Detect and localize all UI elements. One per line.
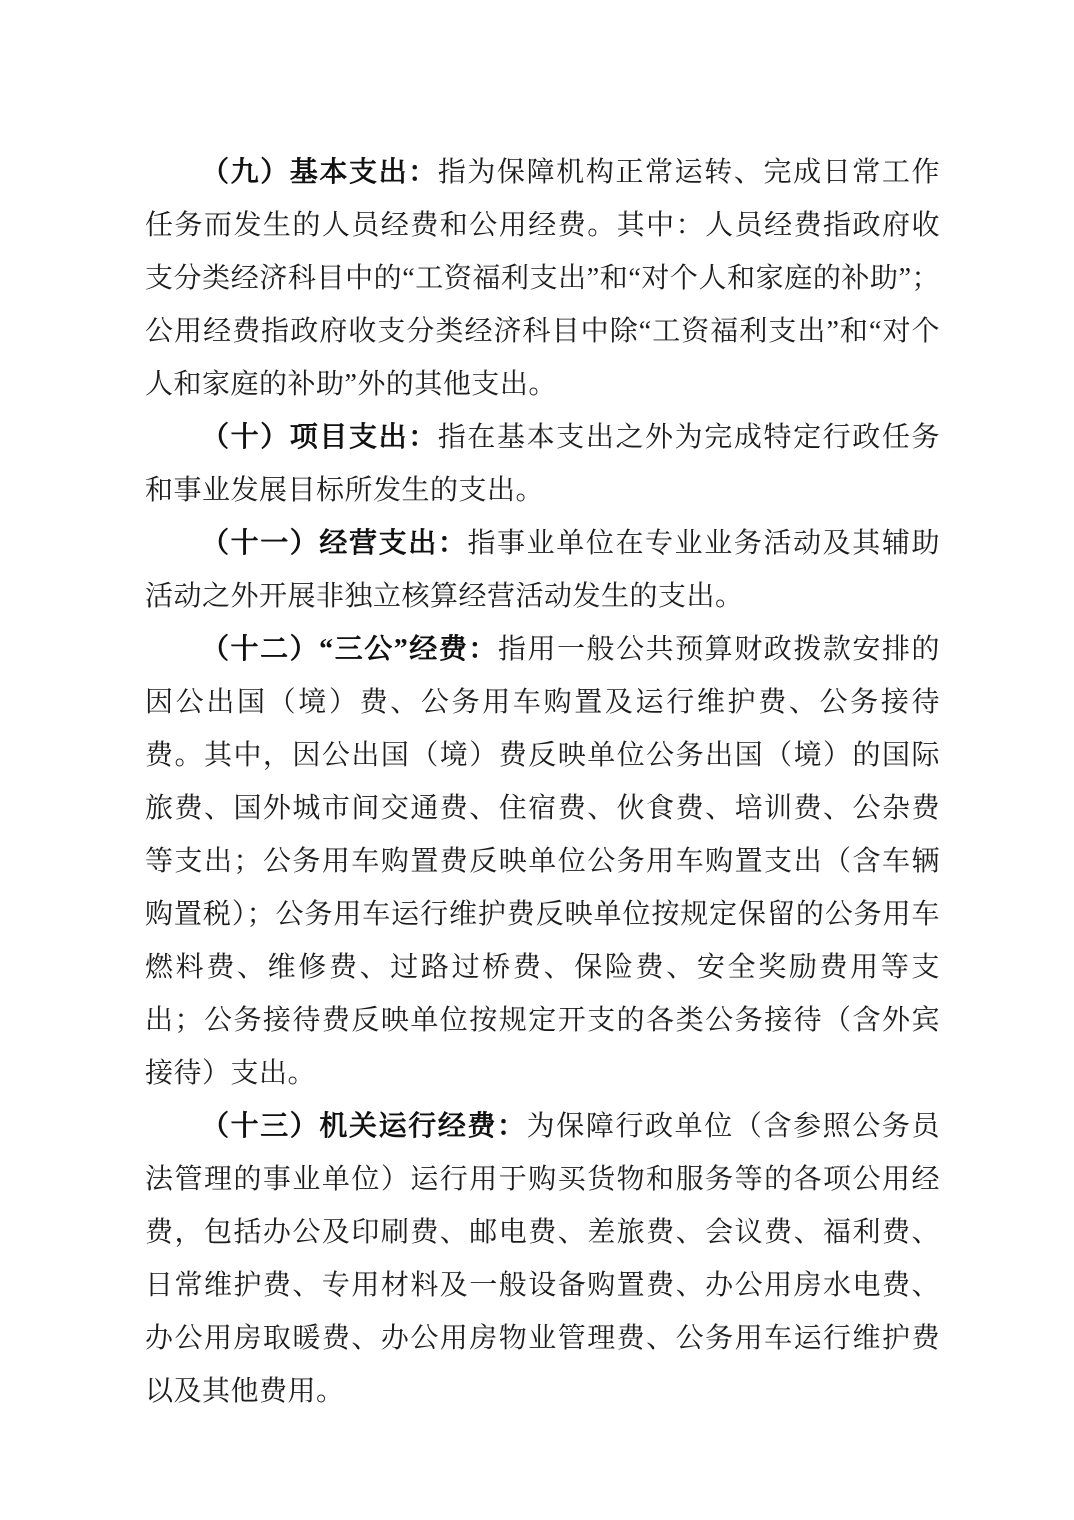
paragraph-text-agency-operating-funds: 为保障行政单位（含参照公务员法管理的事业单位）运行用于购买货物和服务等的各项公用经费，包括办公及印刷费、邮电费、差旅费、会议费、福利费、日常维护费、专用材料及一般设备购置费、办公用房水电费、办公用房取暖费、办公用房物业管理费、公务用车运行维护费以及其他费用。 <box>145 1111 940 1407</box>
paragraph-basic-expenditure <box>145 146 940 411</box>
paragraph-heading-operating-expenditure: （十一）经营支出： <box>201 528 468 559</box>
paragraph-three-public-funds <box>145 623 940 1100</box>
paragraph-text-operating-expenditure: 指事业单位在专业业务活动及其辅助活动之外开展非独立核算经营活动发生的支出。 <box>145 528 940 612</box>
paragraph-project-expenditure <box>145 411 940 517</box>
paragraph-heading-project-expenditure: （十）项目支出： <box>201 422 438 453</box>
paragraph-heading-basic-expenditure: （九）基本支出： <box>201 157 438 188</box>
paragraph-heading-agency-operating-funds: （十三）机关运行经费： <box>201 1111 527 1142</box>
paragraph-text-basic-expenditure: 指为保障机构正常运转、完成日常工作任务而发生的人员经费和公用经费。其中：人员经费指政府收支分类经济科目中的“工资福利支出”和“对个人和家庭的补助”；公用经费指政府收支分类经济科目中除“工资福利支出”和“对个人和家庭的补助”外的其他支出。 <box>145 157 940 400</box>
document-body <box>145 146 940 1418</box>
paragraph-text-three-public-funds: 指用一般公共预算财政拨款安排的因公出国（境）费、公务用车购置及运行维护费、公务接待费。其中，因公出国（境）费反映单位公务出国（境）的国际旅费、国外城市间交通费、住宿费、伙食费、培训费、公杂费等支出；公务用车购置费反映单位公务用车购置支出（含车辆购置税）；公务用车运行维护费反映单位按规定保留的公务用车燃料费、维修费、过路过桥费、保险费、安全奖励费用等支出；公务接待费反映单位按规定开支的各类公务接待（含外宾接待）支出。 <box>145 634 940 1089</box>
paragraph-text-project-expenditure: 指在基本支出之外为完成特定行政任务和事业发展目标所发生的支出。 <box>145 422 940 506</box>
paragraph-operating-expenditure <box>145 517 940 623</box>
paragraph-agency-operating-funds <box>145 1100 940 1418</box>
paragraph-heading-three-public-funds: （十二）“三公”经费： <box>201 634 498 665</box>
